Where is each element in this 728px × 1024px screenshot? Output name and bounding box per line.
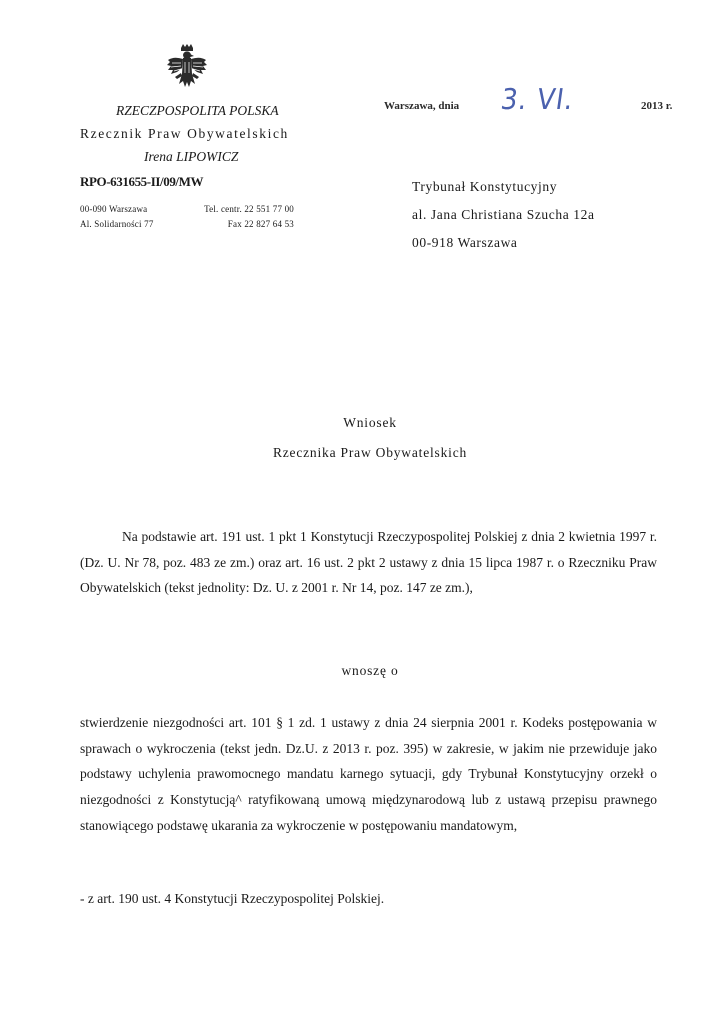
sender-country: RZECZPOSPOLITA POLSKA: [116, 103, 279, 118]
sender-phone: Tel. centr. 22 551 77 00: [204, 204, 294, 214]
document-title: Wniosek: [343, 415, 397, 430]
date-prefix: Warszawa, dnia: [384, 100, 460, 112]
basis-paragraph: - z art. 190 ust. 4 Konstytucji Rzeczypospolitej Polskiej.: [80, 891, 385, 906]
date-handwritten: 3. VI.: [498, 83, 577, 117]
sender-postal-code: 00-090 Warszawa: [80, 204, 148, 214]
sender-fax: Fax 22 827 64 53: [227, 219, 294, 229]
recipient-street: al. Jana Christiana Szucha 12a: [412, 207, 595, 222]
polish-eagle-emblem-icon: [166, 44, 208, 94]
sender-office: Rzecznik Praw Obywatelskich: [80, 126, 289, 141]
sender-street: Al. Solidarności 77: [80, 219, 154, 229]
document-subtitle: Rzecznika Praw Obywatelskich: [272, 445, 468, 460]
sender-person: Irena LIPOWICZ: [144, 149, 239, 164]
reference-number: RPO-631655-II/09/MW: [80, 174, 204, 189]
intro-paragraph: Na podstawie art. 191 ust. 1 pkt 1 Konstytucji Rzeczypospolitej Polskiej z dnia 2 kwietnia 1997 r. (Dz. U. Nr 78, poz. 483 ze zm.) oraz art. 16 ust. 2 pkt 2 ustawy z dnia 15 lipca 1987 r. o Rzeczniku Praw Obywatelskich (tekst jednolity: Dz. U. z 2001 r. Nr 14, poz. 147 ze zm.),: [80, 529, 657, 596]
date-year: 2013 r.: [641, 100, 673, 112]
recipient-city: 00-918 Warszawa: [412, 235, 518, 250]
claim-paragraph: stwierdzenie niezgodności art. 101 § 1 zd. 1 ustawy z dnia 24 sierpnia 2001 r. Kodeks postępowania w sprawach o wykroczenia (tekst jedn. Dz.U. z 2013 r. poz. 395) w zakresie, w jakim nie przewiduje jako podstawy uchylenia prawomocnego mandatu karnego sytuacji, gdy Trybunał Konstytucyjny orzekł o niezgodności z Konstytucją^ ratyfikowaną umową międzynarodową lub z ustawą przepisu prawnego stanowiącego podstawę ukarania za wykroczenie w postępowaniu mandatowym,: [80, 715, 657, 833]
recipient-name: Trybunał Konstytucyjny: [412, 179, 558, 194]
request-phrase: wnoszę o: [341, 663, 399, 678]
